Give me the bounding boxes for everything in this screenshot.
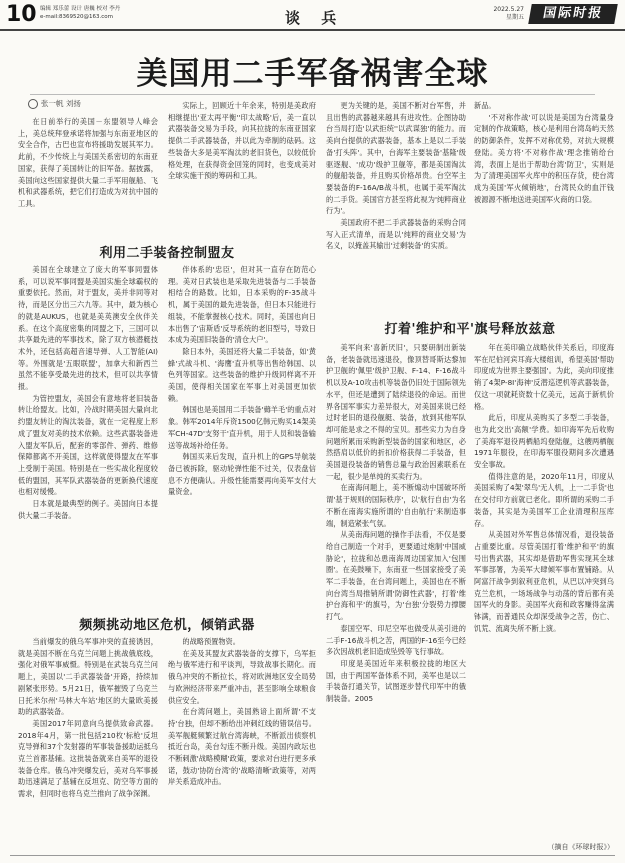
paragraph: 年在美印确立战略伙伴关系后，印度海军在尼伯河宾耳海大楼组训，希望美国'帮助印度成为世界主要强国'。为此，美向印度推销了4架P-8I'海神'反潜巡逻机等武器装备，仅这一项就耗资数十亿美元，远高于新机价格。 [474,343,614,411]
paragraph: 此后，印度从美购买了多型二手装备，也为此交出'高额'学费。如印海军先后收购了美海军退役两栖船坞登陆舰，这艘两栖舰1971年服役，在印海军服役期间多次遭遇安全事故。 [474,413,614,470]
subhead-regional-crisis: 频频挑动地区危机，倾销武器 [79,618,255,633]
paragraph: 实际上，回顾近十年余来，特别是美政府相继提出'亚太再平衡''印太战略'后，美一直以武器装备交易为手段，向其拉拢的东南亚国家提供二手武器装备，并以此为牵制的砝码。这些装备大多是美军淘汰的老旧货色，以较低价格处理，在获得资金回笼的同时，也变成美对全球实施干预的筹码和工具。 [168,101,316,181]
masthead-logo: 国际时报 [528,4,618,24]
headline-divider [30,94,595,95]
column-1-section-1 [18,264,158,598]
main-headline: 美国用二手军备祸害全球 [136,56,489,92]
date: 2022.5.27 [493,6,524,13]
paragraph: 在台湾问题上，美国熟谙上面所谓'不支持'台独，但却不断给出冲刺红线的错误信号。美军舰艇频繁过航台湾海峡，不断派出侦察机抵近台岛，美台勾连不断升级。美国内政坛也不断刺激'战略模糊'政策，要求对台进行更多承诺，鼓动'协防台湾'的'战略清晰'政策等，对两岸关系造成冲击。 [168,707,316,787]
subhead-peace-banner: 打着'维护和平'旗号释放兹意 [384,322,556,337]
section-title: 谈 兵 [285,9,345,27]
column-2-top [168,100,316,222]
paragraph: '不对称作战'可以说是美国为台湾量身定制的作战策略，核心是利用台湾岛屿天然的防御条件，发挥不对称优势，对抗大规模登陆。美方将'不对称作战'理念推销给台湾，表面上是出于帮助台湾'防卫'，实则是为了清理美国军火库中的积压存货，使台湾成为美国'军火倾销地'，台湾民众的血汗钱被源源不断地送进美国军火商的口袋。 [474,112,614,204]
paragraph: 美国2017年同意向乌提供致命武器。2018年4月，第一批包括210枚'标枪'反坦克导弹和37个发射器的军事装备援助运抵乌克兰首都基辅。这批装备就来自美军的退役装备仓库。俄乌冲突爆发后，美对乌军事援助迅速满足了基辅在反坦克、防空等方面的需求，但同时也将乌克兰推向了战争深渊。 [18,718,158,799]
paragraph: 日本就是最典型的例子。美国向日本提供大量二手装备。 [18,499,158,520]
footer-divider [10,855,615,856]
staff-email: e-mail:8369520@163.com [40,14,113,20]
paragraph: 当前爆发的俄乌军事冲突的直接诱因，就是美国不断在乌克兰问题上挑战俄底线，强化对俄军事威慑。特别是在武装乌克兰问题上，美国以'二手武器装备'开路，持续加剧紧张形势。5月21日，俄军摧毁了乌克兰日托米尔州'马林大车站'地区的大量欧美援助的武器装备。 [18,637,158,717]
paragraph: 从美国对外军售总体情况看，退役装备占重要比重。尽管美国打着'维护和平'的旗号出售武器，其实却是借助军售实现其全球军事部署，为美军大肆倾军事布置铺路。从阿富汗战争到叙利亚危机，从巴以冲突到乌克兰危机，一场场战争与动荡的背后都有美国军火的身影。美国军火商和政客赚得盆满钵满，而普通民众却深受战争之苦，伤亡、饥荒、流离失所不断上演。 [474,530,614,633]
column-1-section-3 [18,636,158,852]
paragraph: 韩国也是美国用二手装备'薅羊毛'的重点对象。韩军2014年斥资1500亿韩元购买14架美军CH-47D'支努干'直升机，用于人员和装备输送等战场补给任务。 [168,405,316,450]
page-number: 10 [6,2,37,27]
paragraph: 更为关键的是，美国不断对台军售，并且出售的武器越来越具有进攻性。企图协助台当局打造'以武拒统''以武谋独'的能力。而美向台提供的武器装备，基本上是以二手装备'打头阵'。其中，台海军主要装备'基隆'级驱逐舰、'成功'级护卫舰等，都是美国淘汰的舰船装备，并且购买价格昂贵。台空军主要装备的F-16A/B战斗机，也属于美军淘汰的二手货。美国官方甚至将此视为'纯粹商业行为'。 [326,101,466,216]
issue-date [478,6,524,22]
weekday: 星期五 [505,14,524,21]
staff-credits [40,5,120,21]
paragraph: 美国政府不把二手武器装备的采购合同写入正式清单，而是以'纯粹的商业交易'为名义，以掩盖其输出'过剩装备'的实质。 [326,218,466,251]
header-divider [0,29,625,31]
paragraph: 从美南海问题的操作手法看，不仅是要给自己制造一个对手，更要通过炮制'中国威胁论'，拉拢和怂恿南海周边国家加入'包围圈'。在美鼓噪下，东南亚一些国家接受了美军二手装备，在台湾问题上，美国也在不断向台湾当局推销所谓'防御性武器'，打着'维护台海和平'的旗号，为'台独'分裂势力撑腰打气。 [326,530,466,622]
byline [28,98,81,109]
page-header [0,0,625,30]
paragraph: 的战略预置物资。 [182,637,240,646]
paragraph: 在日前举行的美国－东盟领导人峰会上，美总统拜登承诺将加强与东南亚地区的安全合作，古巴也宣布将援助发展其军力。此前，不少传统上与美国关系密切的东南亚国家，获得了美国转让的旧军备。据披露，美国向这些国家提供大量二手军用舰船、飞机和武器系统，把它们打造成为对抗中国的工具。 [18,117,158,208]
column-2-section-1 [168,264,316,598]
paragraph: 泰国空军、印尼空军也做受从美引进的二手F-16战斗机之苦，两国的F-16至今已经多次因战机老旧造成坠毁等飞行事故。 [326,623,466,657]
paragraph: 为管控盟友，美国会有意地将老旧装备转让给盟友。比如，冷战时期美国大量向北约盟友转让的淘汰装备，就在一定程度上形成了盟友对美的技术依赖。这些武器装备进入盟友军队后，配套的零部件、弹药、维修保障都离不开美国，这样就使得盟友在军事上受制于美国。特别是在一些实战化程度较低的盟国，其军队武器装备的更新换代速度也相对缓慢。 [18,393,158,497]
source-note: （摘自《环球时报》） [547,843,614,851]
paragraph: 美国在全球建立了庞大的军事同盟体系，可以说军事同盟是美国实施全球霸权的重要依托。然而，对于盟友，美并非同等对待，而是区分出三六九等。其中，最为核心的就是AUKUS，也就是美英澳安全伙伴关系。在这个高度密集的同盟之下，三国可以共享最先进的军事技术，除了双方核潜艇技术外，还包括高超音速导弹、人工智能(AI)等。外围就是'五眼联盟'，加拿大和新西兰虽然不能享受最先进的技术，但可以共享情报。 [18,265,158,392]
author-names: 张一帆 刘扬 [41,99,81,108]
subhead-alliance-control: 利用二手装备控制盟友 [99,246,235,261]
paragraph: 韩国买来后发现，直升机上的GPS导航装备已被拆除，驱动轮弹性能不过关，仅表盘信息不方便确认。升级性能需要再向美军支付大量资金。 [168,452,316,497]
intro-paragraph [18,116,158,234]
column-3-top [326,100,466,282]
author-icon [28,99,38,109]
column-3-section-2 [326,342,466,852]
staff-line: 编辑 郑乐蕾 设计 唐巍 校对 李丹 [40,6,121,12]
column-4-top [474,100,614,282]
paragraph: 在美及其盟友武器装备的支撑下，乌军拒绝与俄军进行和平谈判，导致战事长期化。而俄乌冲突的不断拉长，将对欧洲地区安全局势与欧洲经济带来严重冲击，甚至影响全球粮食供应安全。 [168,648,316,705]
paragraph: 新品。 [474,101,496,110]
paragraph: 除日本外，美国还将大量二手装备，如'黄蜂'式战斗机、'海鹰'直升机等出售给韩国、以色列等国家。这些装备的维护升级同样离不开美国，使得相关国家在军事上对美国更加依赖。 [168,346,316,403]
paragraph: 在南海问题上，美不断煽动中国破坏所谓'基于规则的国际秩序'，以'航行自由'为名不断在南海实施所谓的'自由航行'来制造事端，制造紧张气氛。 [326,483,466,528]
paragraph: 值得注意的是，2020年11月，印度从美国采购了4架'翠鸟'无人机，上一二手货'也在交付印方前就已老化。即所谓的采购二手装备，其实是为美国军工企业清理积压库存。 [474,471,614,528]
paragraph: 印度是美国近年来积极拉拢的地区大国，由于两国军备体系不同，美军也是以二手装备打通关节，试图逐步替代印军中的俄制装备。2005 [326,658,466,704]
column-2-section-3 [168,636,316,852]
paragraph: 伴体系的'忠臣'，但对其一直存在防范心理。美对日武装也是采取先进装备与二手装备相结合的路数。比如，日本采购的F-35战斗机，属于美国的最先进装备，但日本只能进行组装，不能掌握核心技术。同时，美国也向日本出售了'宙斯盾'反导系统的老旧型号，导致日本成为美国旧装备的'清仓大户'。 [168,265,316,345]
paragraph: 美军向来'喜新厌旧'，只要研制出新装备，老装备就迅速退役，像顶替哥斯达黎加护卫舰的'佩里'级护卫舰、F-14、F-16战斗机以及A-10攻击机等装备仍旧处于国际领先水平，但还是遭到了陆续退役的命运。而世界各国军事实力差异很大，对美国来说已经过时老旧的退役舰艇、装备，放到其他军队却可能是求之不得的宝贝。那些实力为自身问题所累而采购新型装备的国家和地区，必然搭肩以低价的折扣价格获得二手装备，但美国退役装备的销售总量与政治因素联系在一起，很少是单纯的买卖行为。 [326,343,466,481]
column-4-section-2 [474,342,614,840]
